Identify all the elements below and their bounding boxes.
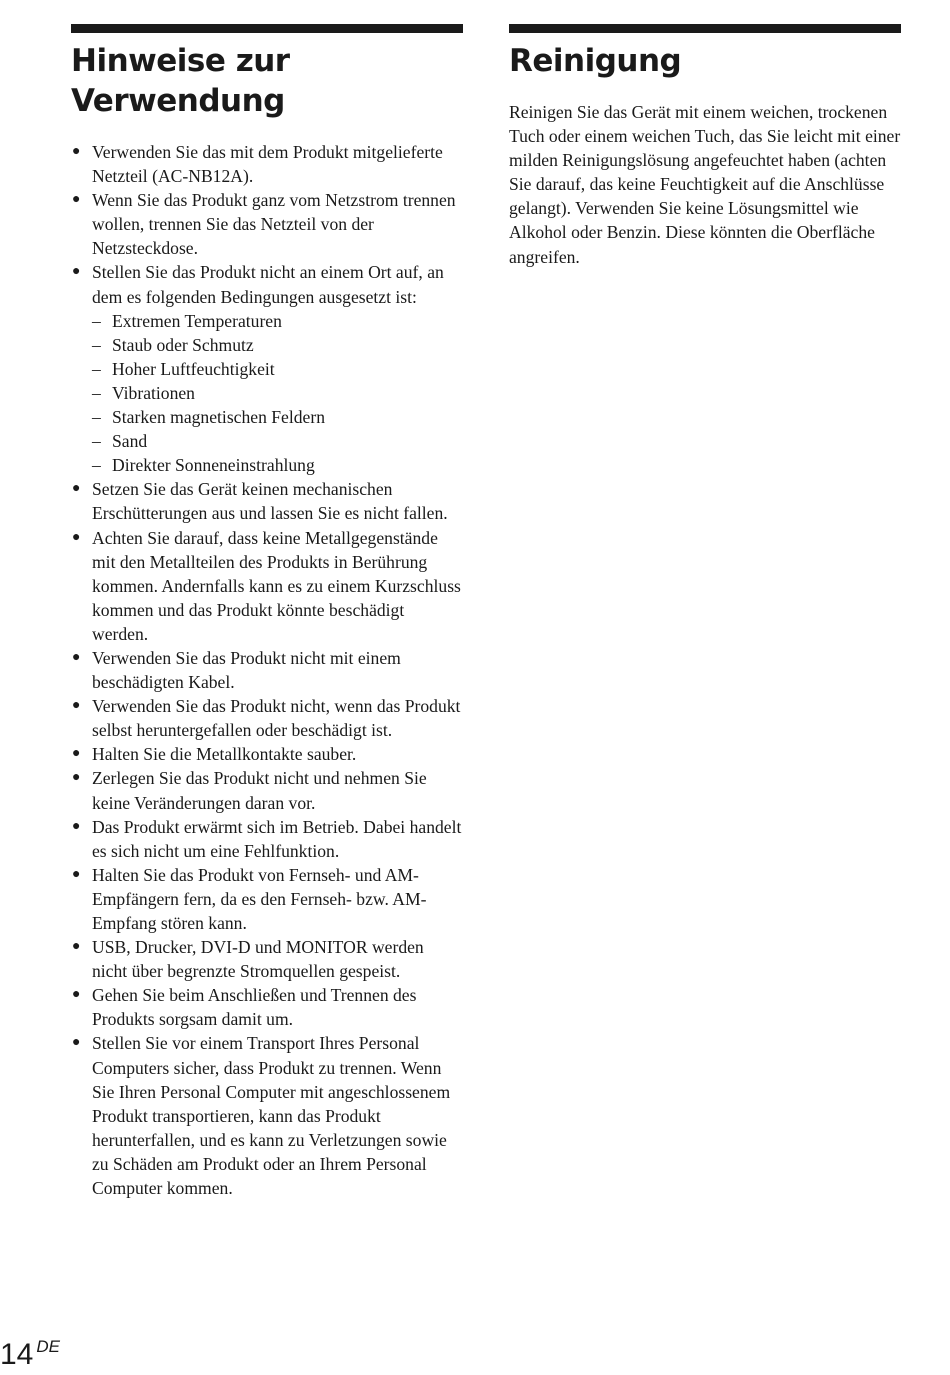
bullet-icon: ● bbox=[72, 746, 81, 762]
list-item bbox=[71, 742, 463, 766]
sublist-item-text: Starken magnetischen Feldern bbox=[112, 407, 326, 428]
list-item bbox=[71, 477, 463, 525]
list-item-text: Achten Sie darauf, dass keine Metallgegenstände mit den Metallteilen des Produkts in Berührung kommen. Andernfalls kann es zu einem Kurzschluss kommen und das Produkt könnte beschädigt werden. bbox=[92, 527, 461, 644]
list-item-text: USB, Drucker, DVI-D und MONITOR werden nicht über begrenzte Stromquellen gespeist. bbox=[92, 937, 424, 982]
language-code: DE bbox=[36, 1337, 60, 1356]
sublist-item bbox=[92, 309, 463, 333]
dash-icon: – bbox=[92, 334, 101, 355]
list-item-text: Verwenden Sie das mit dem Produkt mitgelieferte Netzteil (AC-NB12A). bbox=[92, 142, 443, 187]
usage-notes-heading: Hinweise zur Verwendung bbox=[71, 43, 290, 119]
sublist-item-text: Vibrationen bbox=[112, 382, 195, 403]
bullet-icon: ● bbox=[72, 866, 81, 882]
bullet-icon: ● bbox=[72, 481, 81, 497]
list-item-text: Stellen Sie das Produkt nicht an einem Ort auf, an dem es folgenden Bedingungen ausgesetzt ist: bbox=[92, 262, 444, 307]
sublist-item bbox=[92, 381, 463, 405]
cleaning-paragraph: Reinigen Sie das Gerät mit einem weichen, trockenen Tuch oder einem weichen Tuch, das Sie leicht mit einer milden Reinigungslösung angefeuchtet haben (achten Sie darauf, das keine Feuchtigkeit auf die Anschlüsse gelangt). Verwenden Sie keine Lösungsmittel wie Alkohol oder Benzin. Diese könnten die Oberfläche angreifen. bbox=[509, 102, 901, 267]
cleaning-section bbox=[509, 24, 901, 269]
bullet-icon: ● bbox=[72, 144, 81, 159]
dash-icon: – bbox=[92, 455, 101, 476]
list-item-text: Setzen Sie das Gerät keinen mechanischen Erschütterungen aus und lassen Sie es nicht fallen. bbox=[92, 479, 448, 524]
list-item-text: Wenn Sie das Produkt ganz vom Netzstrom trennen wollen, trennen Sie das Netzteil von der Netzsteckdose. bbox=[92, 190, 456, 259]
dash-icon: – bbox=[92, 431, 101, 452]
sublist-item bbox=[92, 405, 463, 429]
sublist-item bbox=[92, 357, 463, 381]
list-item-text: Stellen Sie vor einem Transport Ihres Personal Computers sicher, dass Produkt zu trennen. Wenn Sie Ihren Personal Computer mit angeschlossenem Produkt transportieren, kann das Produkt herunterfallen, und es kann zu Verletzungen sowie zu Schäden am Produkt oder an Ihrem Personal Computer kommen. bbox=[92, 1033, 451, 1199]
bullet-icon: ● bbox=[72, 649, 81, 665]
bullet-icon: ● bbox=[72, 529, 81, 545]
sublist-item-text: Hoher Luftfeuchtigkeit bbox=[112, 358, 275, 379]
page-footer bbox=[0, 1335, 60, 1375]
dash-icon: – bbox=[92, 310, 101, 331]
list-item-text: Verwenden Sie das Produkt nicht mit einem beschädigten Kabel. bbox=[92, 647, 401, 693]
section-rule bbox=[509, 24, 901, 33]
list-item-text: Halten Sie das Produkt von Fernseh- und AM-Empfängern fern, da es den Fernseh- bzw. AM-Empfang stören kann. bbox=[92, 864, 427, 933]
cleaning-heading: Reinigung bbox=[509, 43, 682, 79]
bullet-icon: ● bbox=[72, 192, 81, 208]
list-item bbox=[71, 863, 463, 935]
list-item-text: Halten Sie die Metallkontakte sauber. bbox=[92, 744, 357, 765]
list-item bbox=[71, 188, 463, 260]
list-item bbox=[71, 983, 463, 1031]
sublist-item-text: Staub oder Schmutz bbox=[112, 334, 254, 355]
usage-notes-list bbox=[71, 140, 463, 1200]
sublist-item bbox=[92, 429, 463, 453]
bullet-icon: ● bbox=[72, 264, 81, 280]
list-item bbox=[71, 935, 463, 983]
condition-sublist bbox=[92, 309, 463, 478]
list-item bbox=[71, 815, 463, 863]
sublist-item-text: Direkter Sonneneinstrahlung bbox=[112, 455, 315, 476]
dash-icon: – bbox=[92, 358, 101, 379]
bullet-icon: ● bbox=[72, 987, 81, 1003]
bullet-icon: ● bbox=[72, 1035, 81, 1051]
bullet-icon: ● bbox=[72, 939, 81, 955]
list-item bbox=[71, 526, 463, 646]
dash-icon: – bbox=[92, 382, 101, 403]
list-item bbox=[71, 1031, 463, 1200]
list-item bbox=[71, 766, 463, 814]
page-number: 14 bbox=[0, 1338, 34, 1371]
section-rule bbox=[71, 24, 463, 33]
bullet-icon: ● bbox=[72, 770, 81, 786]
bullet-icon: ● bbox=[72, 818, 81, 834]
list-item bbox=[71, 260, 463, 477]
sublist-item bbox=[92, 453, 463, 477]
usage-notes-section bbox=[71, 24, 463, 1200]
list-item-text: Verwenden Sie das Produkt nicht, wenn das Produkt selbst heruntergefallen oder beschädigt ist. bbox=[92, 696, 461, 741]
list-item-text: Zerlegen Sie das Produkt nicht und nehmen Sie keine Veränderungen daran vor. bbox=[92, 768, 427, 813]
list-item-text: Das Produkt erwärmt sich im Betrieb. Dabei handelt es sich nicht um eine Fehlfunktion. bbox=[92, 816, 462, 861]
sublist-item-text: Extremen Temperaturen bbox=[112, 310, 282, 331]
sublist-item bbox=[92, 333, 463, 357]
list-item-text: Gehen Sie beim Anschließen und Trennen des Produkts sorgsam damit um. bbox=[92, 985, 417, 1030]
sublist-item-text: Sand bbox=[112, 431, 148, 452]
list-item bbox=[71, 646, 463, 694]
list-item bbox=[71, 694, 463, 742]
dash-icon: – bbox=[92, 407, 101, 428]
bullet-icon: ● bbox=[72, 698, 81, 714]
list-item bbox=[71, 140, 463, 188]
